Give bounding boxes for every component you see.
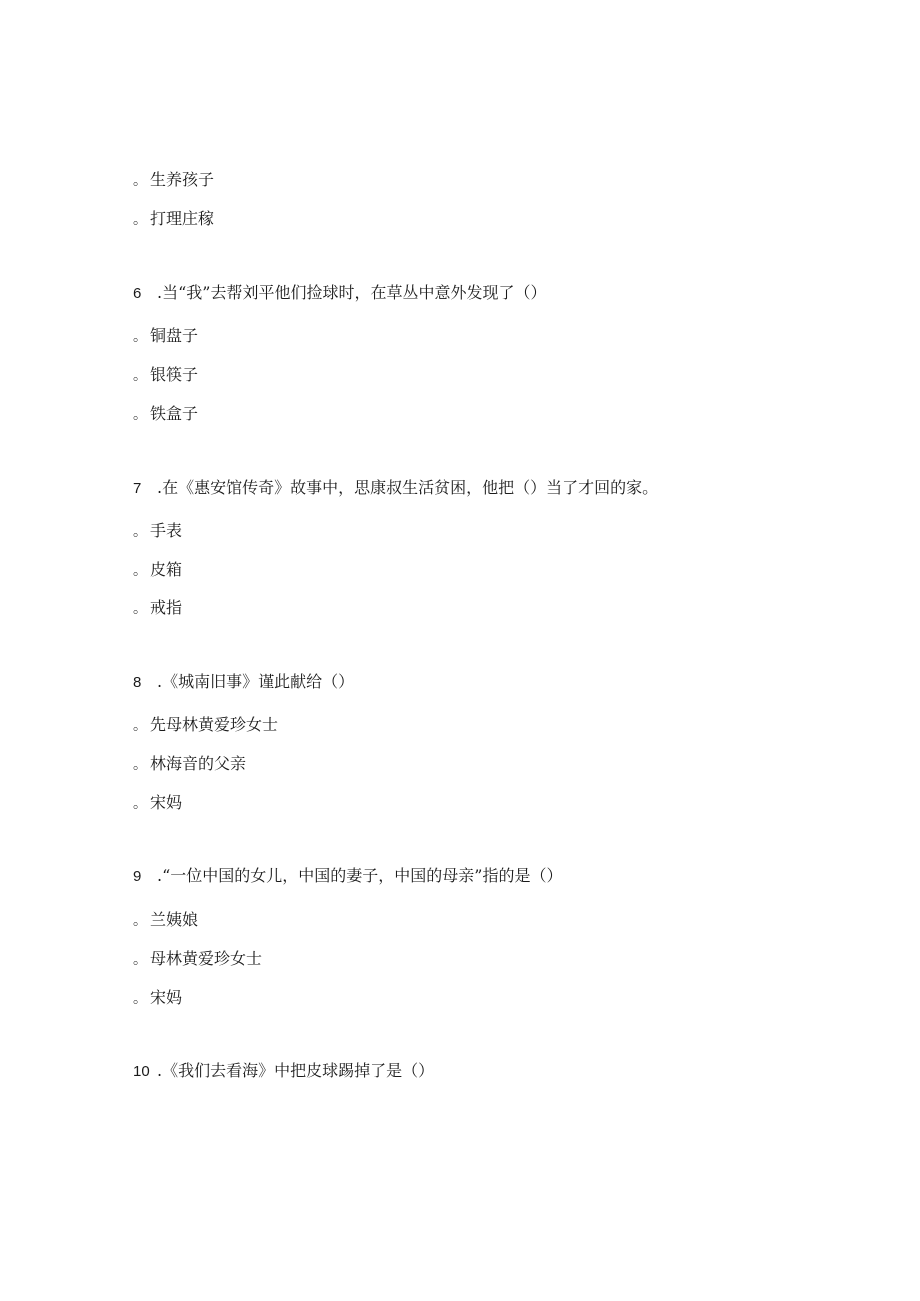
option-text: 手表 [150, 521, 183, 540]
option-text: 戒指 [150, 598, 183, 617]
option-text: 林海音的父亲 [150, 754, 247, 773]
option-item [133, 754, 246, 775]
question-8 [133, 672, 354, 693]
question-number: 7 [133, 480, 142, 497]
option-text: 宋妈 [150, 793, 183, 812]
option-text: 母林黄爱珍女士 [150, 949, 263, 968]
option-bullet: 。 [133, 991, 147, 1007]
question-text: .当“我”去帮刘平他们捡球时，在草丛中意外发现了（） [157, 283, 547, 302]
question-number: 10 [133, 1063, 150, 1080]
option-bullet: 。 [133, 796, 147, 812]
option-item [133, 170, 214, 191]
option-bullet: 。 [133, 913, 147, 929]
option-item [133, 949, 262, 970]
question-text: .《我们去看海》中把皮球踢掉了是（） [157, 1061, 435, 1080]
question-number: 6 [133, 285, 142, 302]
option-item [133, 404, 198, 425]
option-bullet: 。 [133, 718, 147, 734]
question-7 [133, 478, 658, 499]
option-bullet: 。 [133, 952, 147, 968]
option-item [133, 715, 278, 736]
option-text: 打理庄稼 [150, 209, 215, 228]
question-number: 9 [133, 868, 142, 885]
question-number: 8 [133, 674, 142, 691]
question-text: .“一位中国的女儿，中国的妻子，中国的母亲”指的是（） [157, 866, 563, 885]
question-6 [133, 283, 546, 304]
option-item [133, 793, 182, 814]
option-bullet: 。 [133, 173, 147, 189]
question-10 [133, 1061, 434, 1082]
option-bullet: 。 [133, 563, 147, 579]
option-text: 铜盘子 [150, 326, 199, 345]
option-item [133, 598, 182, 619]
option-bullet: 。 [133, 212, 147, 228]
option-text: 兰姨娘 [150, 910, 199, 929]
option-text: 皮箱 [150, 560, 183, 579]
option-bullet: 。 [133, 524, 147, 540]
option-item [133, 521, 182, 542]
option-item [133, 910, 198, 931]
question-text: .《城南旧事》谨此献给（） [157, 672, 355, 691]
option-text: 铁盒子 [150, 404, 199, 423]
option-item [133, 988, 182, 1009]
option-bullet: 。 [133, 407, 147, 423]
option-item [133, 560, 182, 581]
question-9 [133, 866, 562, 887]
option-text: 生养孩子 [150, 170, 215, 189]
option-text: 银筷子 [150, 365, 199, 384]
option-bullet: 。 [133, 601, 147, 617]
option-item [133, 209, 214, 230]
option-text: 宋妈 [150, 988, 183, 1007]
question-text: .在《惠安馆传奇》故事中，思康叔生活贫困，他把（）当了才回的家。 [157, 478, 659, 497]
option-bullet: 。 [133, 329, 147, 345]
option-item [133, 365, 198, 386]
option-text: 先母林黄爱珍女士 [150, 715, 279, 734]
option-item [133, 326, 198, 347]
option-bullet: 。 [133, 368, 147, 384]
option-bullet: 。 [133, 757, 147, 773]
